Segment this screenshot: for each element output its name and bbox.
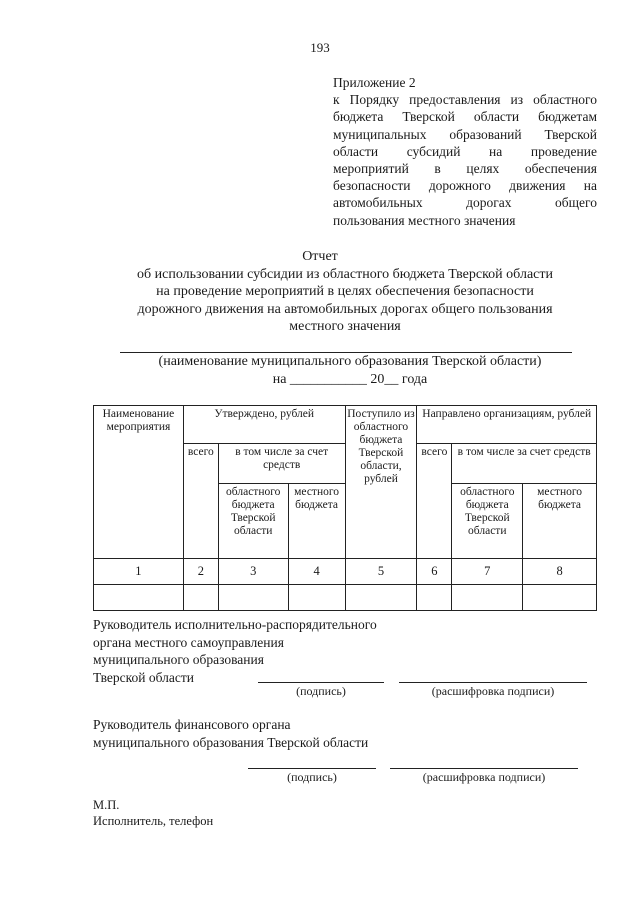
column-number: 5	[345, 559, 417, 585]
header-directed-local: местного бюджета	[523, 484, 597, 559]
header-approved-total: всего	[183, 444, 218, 559]
municipality-caption: (наименование муниципального образования Тверской области)	[158, 354, 542, 369]
fin-decoding-caption: (расшифровка подписи)	[422, 770, 546, 784]
head-exec-line: Тверской области	[93, 669, 194, 685]
exec-decoding-line	[399, 682, 587, 683]
appendix-block	[333, 74, 597, 229]
fin-signature-line	[248, 768, 376, 769]
column-number: 7	[452, 559, 523, 585]
exec-signature-caption: (подпись)	[296, 684, 346, 698]
head-exec-line: органа местного самоуправления	[93, 634, 284, 650]
header-directed: Направлено организациям, рублей	[417, 406, 597, 444]
head-fin-line: муниципального образования Тверской области	[93, 734, 369, 750]
head-fin-line: Руководитель финансового органа	[93, 717, 291, 732]
exec-signature-line	[258, 682, 384, 683]
report-subtitle-line: местного значения	[289, 318, 401, 334]
head-exec-line: Руководитель исполнительно-распорядительного	[93, 617, 377, 632]
report-table	[93, 405, 597, 611]
header-directed-total: всего	[417, 444, 452, 559]
header-approved-regional: областного бюджета Тверской области	[218, 484, 288, 559]
table-cell	[523, 585, 597, 611]
table-cell	[183, 585, 218, 611]
exec-decoding-caption: (расшифровка подписи)	[431, 684, 555, 698]
header-event-name: Наименование мероприятия	[94, 406, 184, 559]
table-cell	[345, 585, 417, 611]
stamp-placeholder: М.П.	[93, 798, 120, 812]
head-exec-title	[93, 616, 377, 686]
table-cell	[218, 585, 288, 611]
table-cell	[452, 585, 523, 611]
report-subtitle	[95, 266, 595, 335]
header-approved-local: местного бюджета	[288, 484, 345, 559]
fin-signature-caption: (подпись)	[287, 770, 337, 784]
column-number: 6	[417, 559, 452, 585]
appendix-last-line: пользования местного значения	[333, 212, 516, 228]
header-approved-including: в том числе за счет средств	[218, 444, 345, 484]
appendix-body: к Порядку предоставления из областного бюджета Тверской области бюджетам муниципальных образований Тверской области субсидий на проведение мероприятий в целях обеспечения безопасности дорожного движения на автомобильных дорогах общего	[333, 92, 597, 211]
table-cell	[417, 585, 452, 611]
report-subtitle-line: дорожного движения на автомобильных дорогах общего пользования	[137, 301, 553, 317]
table-cell	[288, 585, 345, 611]
executor-phone: Исполнитель, телефон	[93, 814, 214, 828]
column-number: 8	[523, 559, 597, 585]
column-number: 1	[94, 559, 184, 585]
head-fin-title	[93, 716, 368, 751]
header-received: Поступило из областного бюджета Тверской области, рублей	[345, 406, 417, 559]
report-subtitle-line: об использовании субсидии из областного бюджета Тверской области	[137, 267, 553, 282]
municipality-name-line	[120, 352, 572, 353]
page-number: 193	[310, 40, 330, 55]
column-number: 2	[183, 559, 218, 585]
table-cell	[94, 585, 184, 611]
appendix-title: Приложение 2	[333, 75, 416, 90]
report-title: Отчет	[302, 249, 338, 264]
column-number: 3	[218, 559, 288, 585]
fin-decoding-line	[390, 768, 578, 769]
header-directed-including: в том числе за счет средств	[452, 444, 597, 484]
head-exec-line: муниципального образования	[93, 652, 264, 667]
header-approved: Утверждено, рублей	[183, 406, 345, 444]
report-subtitle-line: на проведение мероприятий в целях обеспечения безопасности	[156, 284, 534, 300]
report-date-line: на ___________ 20__ года	[272, 372, 428, 387]
column-number: 4	[288, 559, 345, 585]
header-directed-regional: областного бюджета Тверской области	[452, 484, 523, 559]
